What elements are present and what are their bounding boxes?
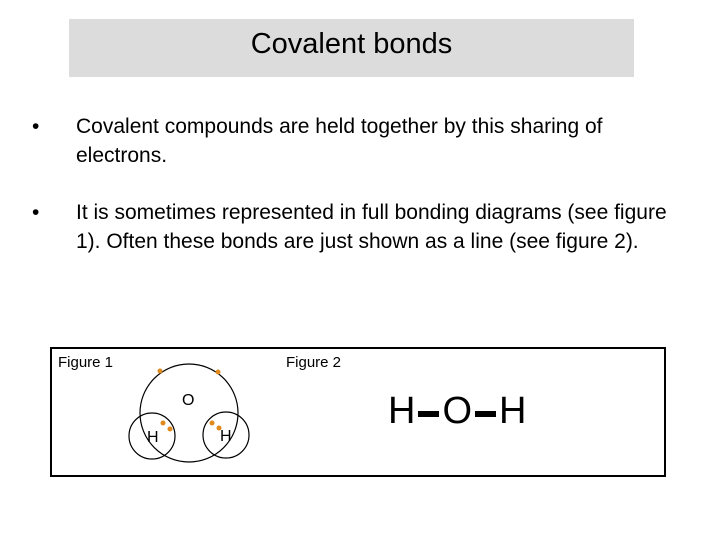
electron-dot	[161, 421, 166, 426]
bullet-dot: •	[32, 201, 40, 224]
bullet-text: It is sometimes represented in full bonding diagrams (see figure 1). Often these bonds are just shown as a line (see figure 2).	[76, 201, 667, 253]
left-hydrogen-symbol: H	[147, 429, 159, 446]
electron-dot	[216, 370, 221, 375]
right-hydrogen-symbol: H	[220, 428, 232, 445]
formula-atom-oxygen: O	[442, 390, 473, 432]
figure-2-label: Figure 2	[286, 354, 342, 371]
water-bonding-diagram	[52, 349, 292, 475]
electron-dot	[168, 427, 173, 432]
title-bar	[69, 19, 634, 77]
single-bond-line	[418, 411, 439, 417]
bullet-dot: •	[32, 115, 40, 138]
single-bond-line	[475, 411, 496, 417]
formula-atom-hydrogen: H	[388, 390, 416, 432]
oxygen-symbol: O	[182, 392, 195, 409]
slide-title: Covalent bonds	[250, 28, 453, 60]
formula-atom-hydrogen: H	[499, 390, 527, 432]
figure-1-label: Figure 1	[58, 354, 114, 371]
figure-box	[50, 347, 666, 477]
electron-dot	[158, 369, 163, 374]
electron-dot	[210, 421, 215, 426]
water-line-formula	[388, 389, 526, 433]
bullet-text: Covalent compounds are held together by this sharing of electrons.	[76, 115, 603, 167]
